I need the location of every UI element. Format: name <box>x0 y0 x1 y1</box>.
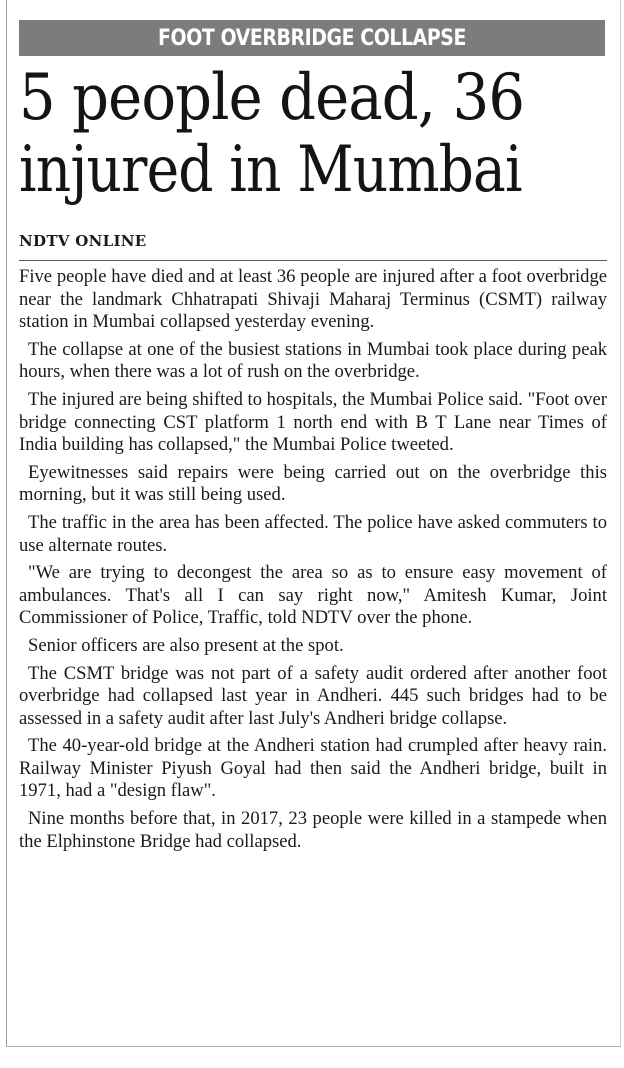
section-kicker <box>19 20 605 56</box>
paragraph-3: The injured are being shifted to hospitals, the Mumbai Police said. "Foot over bridge connecting CST platform 1 north end with B T Lane near Times of India building has collapsed," the Mumbai Police tweeted. <box>19 388 607 456</box>
paragraph-8: The CSMT bridge was not part of a safety audit ordered after another foot overbridge had collapsed last year in Andheri. 445 such bridges had to be assessed in a safety audit after last July's Andheri bridge collapse. <box>19 662 607 729</box>
paragraph-7: Senior officers are also present at the spot. <box>28 634 344 656</box>
paragraph-1: Five people have died and at least 36 people are injured after a foot overbridge near the landmark Chhatrapati Shivaji Maharaj Terminus (CSMT) railway station in Mumbai collapsed yesterday evening. <box>19 266 607 333</box>
paragraph-10: Nine months before that, in 2017, 23 people were killed in a stampede when the Elphinstone Bridge had collapsed. <box>19 808 607 852</box>
headline-line-2: injured in Mumbai <box>19 133 522 207</box>
article-body <box>19 266 607 858</box>
column-rule-left <box>6 0 7 1046</box>
paragraph-6: "We are trying to decongest the area so as to ensure easy movement of ambulances. That's all I can say right now," Amitesh Kumar, Joint Commissioner of Police, Traffic, told NDTV over the phone. <box>19 562 607 629</box>
headline <box>19 62 619 206</box>
paragraph-9: The 40-year-old bridge at the Andheri station had crumpled after heavy rain. Railway Minister Piyush Goyal had then said the Andheri bridge, built in 1971, had a "design flaw". <box>19 735 607 802</box>
paragraph-2: The collapse at one of the busiest stations in Mumbai took place during peak hours, when there was a lot of rush on the overbridge. <box>19 338 607 383</box>
byline: NDTV ONLINE <box>19 232 147 250</box>
headline-line-1: 5 people dead, 36 <box>19 61 525 135</box>
kicker-text: FOOT OVERBRIDGE COLLAPSE <box>158 25 466 51</box>
byline-divider <box>19 260 607 261</box>
paragraph-4: Eyewitnesses said repairs were being carried out on the overbridge this morning, but it was still being used. <box>19 461 607 506</box>
paragraph-5: The traffic in the area has been affected. The police have asked commuters to use alternate routes. <box>19 511 607 556</box>
bottom-divider <box>6 1046 621 1047</box>
column-rule-right <box>620 0 621 1046</box>
